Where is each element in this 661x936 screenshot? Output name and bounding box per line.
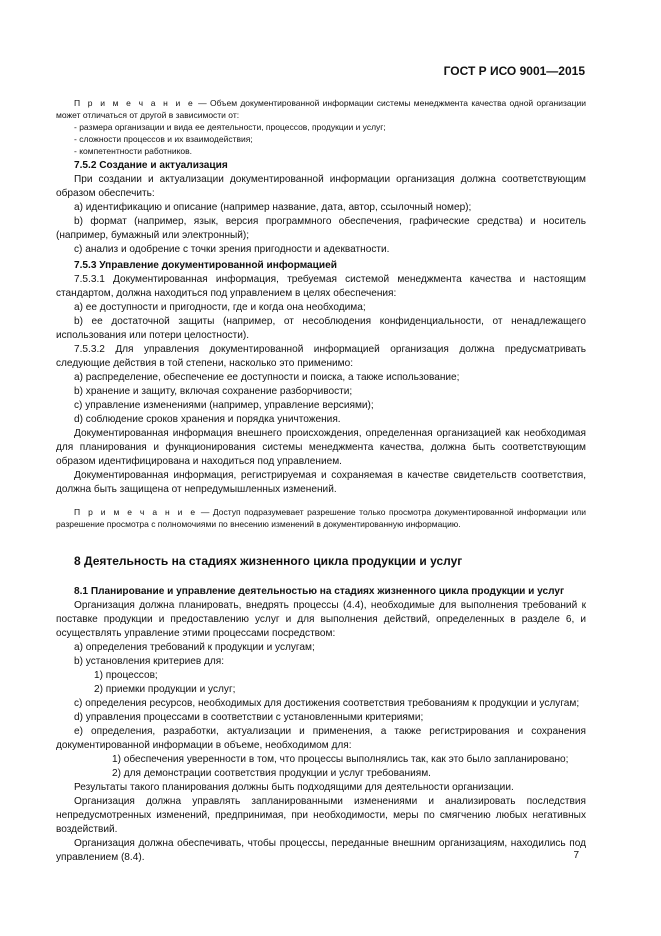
note-paragraph: [56, 97, 586, 121]
sub-list-item: 2) приемки продукции и услуг;: [94, 684, 236, 695]
list-item: b) формат (например, язык, версия программного обеспечения, графические средства) и носитель (например, бумажный или электронный);: [56, 216, 586, 241]
list-item: a) ее доступности и пригодности, где и когда она необходима;: [74, 302, 366, 313]
section-8-1-title: 8.1 Планирование и управление деятельностью на стадиях жизненного цикла продукции и услуг: [74, 586, 565, 597]
paragraph: Результаты такого планирования должны быть подходящими для деятельности организации.: [74, 782, 514, 793]
list-item: c) определения ресурсов, необходимых для достижения соответствия требованиям к продукции и услугам;: [74, 698, 580, 709]
list-item: a) распределение, обеспечение ее доступности и поиска, а также использование;: [74, 372, 460, 383]
paragraph: Документированная информация внешнего происхождения, определенная организацией как необходимая для планирования и функционирования системы менеджмента качества, должна быть соответствующим образом идентифицирована и находиться под управлением.: [56, 428, 586, 467]
note-item: - размера организации и вида ее деятельности, процессов, продукции и услуг;: [74, 122, 386, 132]
page-content: [56, 97, 586, 865]
sub-list-item: 1) процессов;: [94, 670, 158, 681]
list-item: d) управления процессами в соответствии с установленными критериями;: [74, 712, 424, 723]
sub-list-item: 1) обеспечения уверенности в том, что процессы выполнялись так, как это было запланировано;: [112, 754, 569, 765]
paragraph: При создании и актуализации документированной информации организация должна соответствующим образом обеспечить:: [56, 174, 586, 199]
list-item: c) анализ и одобрение с точки зрения пригодности и адекватности.: [74, 244, 390, 255]
note-text: — Доступ подразумевает разрешение только просмотра документированной информации или разрешение просмотра с полномочиями по внесению изменений в документированную информацию.: [56, 507, 586, 529]
paragraph: Организация должна управлять запланированными изменениями и анализировать последствия непредусмотренных изменений, предпринимая, при необходимости, меры по смягчению любых негативных воздействий.: [56, 796, 586, 835]
list-item: e) определения, разработки, актуализации и применения, а также регистрирования и сохранения документированной информации в объеме, необходимом для:: [56, 726, 586, 751]
sub-list-item: 2) для демонстрации соответствия продукции и услуг требованиям.: [112, 768, 431, 779]
list-item: a) определения требований к продукции и услугам;: [74, 642, 315, 653]
section-7-5-2-title: 7.5.2 Создание и актуализация: [74, 160, 228, 171]
list-item: d) соблюдение сроков хранения и порядка уничтожения.: [74, 414, 341, 425]
note-label: П р и м е ч а н и е: [74, 507, 198, 517]
paragraph: 7.5.3.1 Документированная информация, требуемая системой менеджмента качества и настоящим стандартом, должна находиться под управлением в целях обеспечения:: [56, 274, 586, 299]
paragraph: Организация должна обеспечивать, чтобы процессы, переданные внешним организациям, находились под управлением (8.4).: [56, 838, 586, 863]
note-label: П р и м е ч а н и е: [74, 98, 195, 108]
section-8-title: 8 Деятельность на стадиях жизненного цикла продукции и услуг: [74, 554, 463, 568]
list-item: b) установления критериев для:: [74, 656, 225, 667]
note-item: - сложности процессов и их взаимодействия;: [74, 134, 253, 144]
paragraph: 7.5.3.2 Для управления документированной информацией организация должна предусматривать следующие действия в той степени, насколько это применимо:: [56, 344, 586, 369]
note-paragraph: [56, 506, 586, 530]
page-number: 7: [573, 850, 579, 861]
list-item: c) управление изменениями (например, управление версиями);: [74, 400, 374, 411]
note-item: - компетентности работников.: [74, 146, 193, 156]
note-text: — Объем документированной информации системы менеджмента качества одной организации может отличаться от другой в зависимости от:: [56, 98, 586, 120]
standard-header: ГОСТ Р ИСО 9001—2015: [443, 64, 585, 78]
list-item: b) хранение и защиту, включая сохранение разборчивости;: [74, 386, 353, 397]
list-item: a) идентификацию и описание (например название, дата, автор, ссылочный номер);: [74, 202, 472, 213]
list-item: b) ее достаточной защиты (например, от несоблюдения конфиденциальности, от ненадлежащего использования или потери целостности).: [56, 316, 586, 341]
paragraph: Организация должна планировать, внедрять процессы (4.4), необходимые для выполнения требований к поставке продукции и предоставлению услуг и для выполнения действий, определенных в разделе 6, и осуществлять управление этими процессами посредством:: [56, 600, 586, 639]
section-7-5-3-title: 7.5.3 Управление документированной информацией: [74, 260, 337, 271]
paragraph: Документированная информация, регистрируемая и сохраняемая в качестве свидетельств соответствия, должна быть защищена от непредумышленных изменений.: [56, 470, 586, 495]
